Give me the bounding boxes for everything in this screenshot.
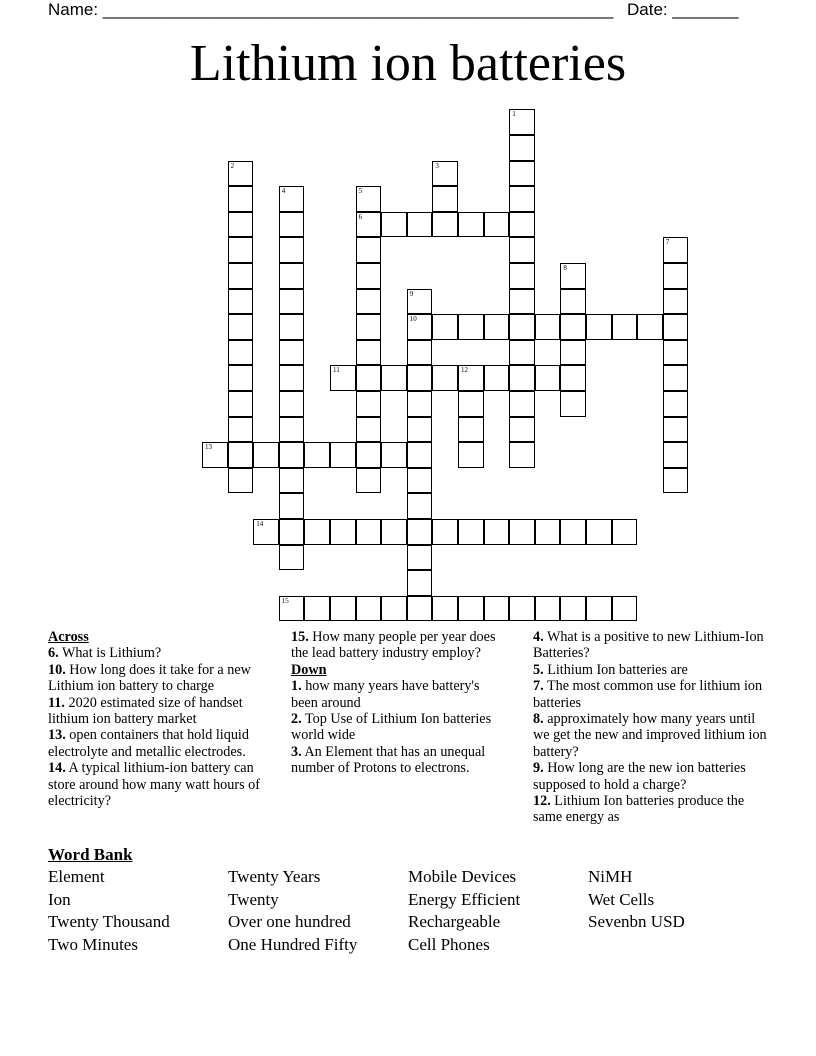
crossword-cell[interactable] [407, 417, 433, 443]
crossword-cell[interactable] [484, 365, 510, 391]
word-bank-heading: Word Bank [48, 845, 133, 864]
crossword-cell[interactable] [279, 468, 305, 494]
crossword-cell[interactable] [228, 237, 254, 263]
clue-number: 11 [333, 366, 340, 375]
word-bank-item: Cell Phones [408, 934, 490, 954]
crossword-cell[interactable] [356, 289, 382, 315]
crossword-cell[interactable] [407, 519, 433, 545]
crossword-cell[interactable] [279, 314, 305, 340]
crossword-cell[interactable] [330, 596, 356, 622]
crossword-cell[interactable] [407, 340, 433, 366]
crossword-cell[interactable] [458, 519, 484, 545]
crossword-cell[interactable] [509, 237, 535, 263]
across-heading: Across [48, 629, 89, 645]
crossword-cell[interactable] [304, 596, 330, 622]
crossword-cell[interactable] [458, 391, 484, 417]
crossword-cell[interactable] [407, 314, 433, 340]
crossword-cell[interactable] [458, 596, 484, 622]
crossword-cell[interactable] [458, 417, 484, 443]
crossword-cell[interactable] [663, 391, 689, 417]
crossword-cell[interactable] [612, 596, 638, 622]
clue-number: 12 [461, 366, 468, 375]
crossword-cell[interactable] [509, 161, 535, 187]
crossword-cell[interactable] [432, 519, 458, 545]
crossword-cell[interactable] [432, 365, 458, 391]
clues-column-3 [533, 629, 768, 826]
crossword-cell[interactable] [356, 263, 382, 289]
crossword-cell[interactable] [432, 596, 458, 622]
crossword-cell[interactable] [407, 289, 433, 315]
crossword-cell[interactable] [535, 596, 561, 622]
word-bank-item: One Hundred Fifty [228, 934, 358, 954]
down-clue-3: 3. An Element that has an unequal number of Protons to electrons. [291, 743, 486, 777]
crossword-cell[interactable] [356, 442, 382, 468]
crossword-cell[interactable] [407, 570, 433, 596]
crossword-cell[interactable] [663, 417, 689, 443]
crossword-cell[interactable] [381, 519, 407, 545]
crossword-cell[interactable] [228, 161, 254, 187]
crossword-cell[interactable] [407, 442, 433, 468]
crossword-cell[interactable] [279, 365, 305, 391]
date-field[interactable]: Date: _______ [627, 0, 739, 19]
crossword-cell[interactable] [381, 365, 407, 391]
crossword-cell[interactable] [279, 519, 305, 545]
crossword-cell[interactable] [356, 237, 382, 263]
down-clue-7: 7. The most common use for lithium ion batteries [533, 678, 763, 711]
crossword-cell[interactable] [586, 519, 612, 545]
crossword-cell[interactable] [279, 417, 305, 443]
clue-number: 10 [409, 315, 417, 324]
clue-number: 8 [563, 264, 567, 272]
crossword-cell[interactable] [509, 391, 535, 417]
word-bank-item: Energy Efficient [408, 889, 521, 909]
name-field[interactable]: Name: ______________________________________________________ [48, 0, 614, 19]
crossword-cell[interactable] [356, 596, 382, 622]
crossword-cell[interactable] [509, 263, 535, 289]
crossword-cell[interactable] [484, 519, 510, 545]
crossword-cell[interactable] [356, 365, 382, 391]
down-clue-2: 2. Top Use of Lithium Ion batteries world wide [291, 711, 492, 744]
crossword-cell[interactable] [381, 212, 407, 238]
word-bank-item: Ion [48, 889, 71, 909]
word-bank-item: Twenty Thousand [48, 912, 170, 932]
crossword-cell[interactable] [381, 596, 407, 622]
crossword-cell[interactable] [228, 442, 254, 468]
crossword-cell[interactable] [279, 186, 305, 212]
crossword-cell[interactable] [407, 545, 433, 571]
crossword-cell[interactable] [535, 314, 561, 340]
word-bank-item: Twenty [228, 889, 279, 909]
crossword-cell[interactable] [279, 442, 305, 468]
crossword-cell[interactable] [330, 365, 356, 391]
word-bank-item: NiMH [588, 867, 633, 886]
crossword-cell[interactable] [279, 596, 305, 622]
crossword-cell[interactable] [560, 289, 586, 315]
crossword-cell[interactable] [228, 391, 254, 417]
across-clue-6: 6. What is Lithium? [48, 645, 162, 662]
word-bank-item: Two Minutes [48, 934, 138, 954]
crossword-cell[interactable] [407, 212, 433, 238]
crossword-cell[interactable] [458, 212, 484, 238]
clue-number: 1 [512, 110, 516, 119]
crossword-cell[interactable] [228, 289, 254, 315]
crossword-cell[interactable] [228, 340, 254, 366]
clue-number: 3 [435, 161, 439, 170]
across-clue-14: 14. A typical lithium-ion battery can store around how many watt hours of electricity? [48, 760, 260, 810]
crossword-cell[interactable] [560, 340, 586, 366]
crossword-cell[interactable] [228, 314, 254, 340]
crossword-cell[interactable] [356, 340, 382, 366]
crossword-cell[interactable] [356, 417, 382, 443]
clue-number: 13 [205, 443, 212, 452]
page-title: Lithium ion batteries [189, 35, 627, 92]
crossword-cell[interactable] [560, 391, 586, 417]
word-bank-item: Rechargeable [408, 912, 501, 932]
crossword-cell[interactable] [279, 493, 305, 519]
crossword-cell[interactable] [407, 468, 433, 494]
crossword-cell[interactable] [484, 314, 510, 340]
clues-column-2 [291, 629, 509, 777]
crossword-cell[interactable] [381, 442, 407, 468]
crossword-cell[interactable] [407, 365, 433, 391]
down-clue-1: 1. how many years have battery's been around [291, 678, 480, 711]
crossword-cell[interactable] [509, 135, 535, 161]
crossword-cell[interactable] [509, 365, 535, 391]
crossword-cell[interactable] [304, 442, 330, 468]
crossword-cell[interactable] [228, 468, 254, 494]
crossword-cell[interactable] [228, 212, 254, 238]
crossword-cell[interactable] [432, 186, 458, 212]
down-clue-8: 8. approximately how many years until we get the new and improved lithium ion battery? [533, 711, 767, 760]
across-clue-10: 10. How long does it take for a new Lithium ion battery to charge [48, 661, 251, 695]
word-bank-item: Over one hundred [228, 912, 351, 932]
down-heading: Down [291, 661, 327, 678]
word-bank-item: Twenty Years [228, 867, 321, 886]
crossword-cell[interactable] [228, 186, 254, 212]
crossword-cell[interactable] [509, 289, 535, 315]
crossword-cell[interactable] [612, 519, 638, 545]
word-bank-item: Sevenbn USD [588, 912, 685, 932]
crossword-cell[interactable] [279, 340, 305, 366]
crossword-cell[interactable] [560, 365, 586, 391]
crossword-cell[interactable] [509, 417, 535, 443]
crossword-cell[interactable] [509, 314, 535, 340]
crossword-cell[interactable] [612, 314, 638, 340]
crossword-cell[interactable] [356, 391, 382, 417]
crossword-cell[interactable] [330, 519, 356, 545]
crossword-cell[interactable] [432, 212, 458, 238]
crossword-cell[interactable] [458, 442, 484, 468]
crossword-cell[interactable] [304, 519, 330, 545]
crossword-cell[interactable] [279, 212, 305, 238]
crossword-cell[interactable] [253, 442, 279, 468]
crossword-cell[interactable] [509, 519, 535, 545]
crossword-cell[interactable] [253, 519, 279, 545]
crossword-cell[interactable] [279, 263, 305, 289]
down-clue-5: 5. Lithium Ion batteries are [533, 661, 688, 678]
crossword-cell[interactable] [458, 314, 484, 340]
crossword-cell[interactable] [228, 417, 254, 443]
crossword-cell[interactable] [560, 263, 586, 289]
crossword-cell[interactable] [509, 109, 535, 135]
down-clue-12: 12. Lithium Ion batteries produce the same energy as [533, 793, 745, 826]
crossword-cell[interactable] [560, 596, 586, 622]
crossword-cell[interactable] [356, 314, 382, 340]
crossword-cell[interactable] [407, 391, 433, 417]
clues-column-1 [48, 629, 270, 809]
crossword-cell[interactable] [356, 468, 382, 494]
crossword-cell[interactable] [509, 596, 535, 622]
crossword-cell[interactable] [330, 442, 356, 468]
across-clue-13: 13. open containers that hold liquid electrolyte and metallic electrodes. [48, 727, 249, 760]
crossword-cell[interactable] [484, 596, 510, 622]
crossword-cell[interactable] [432, 161, 458, 187]
word-bank-item: Mobile Devices [408, 867, 517, 886]
crossword-cell[interactable] [407, 493, 433, 519]
clue-number: 15 [281, 596, 289, 605]
crossword-cell[interactable] [458, 365, 484, 391]
across-clue-15: 15. How many people per year does the lead battery industry employ? [291, 629, 496, 662]
crossword-cell[interactable] [509, 442, 535, 468]
word-bank-item: Element [48, 867, 105, 886]
word-bank-item: Wet Cells [588, 889, 655, 909]
crossword-cell[interactable] [484, 212, 510, 238]
crossword-cell[interactable] [202, 442, 228, 468]
clue-number: 2 [230, 161, 235, 170]
crossword-cell[interactable] [279, 391, 305, 417]
crossword-cell[interactable] [509, 212, 535, 238]
crossword-cell[interactable] [432, 314, 458, 340]
across-clue-11: 11. 2020 estimated size of handset lithium ion battery market [48, 694, 243, 728]
clue-number: 5 [358, 187, 363, 196]
crossword-cell[interactable] [279, 545, 305, 571]
crossword-cell[interactable] [407, 596, 433, 622]
crossword-cell[interactable] [279, 289, 305, 315]
crossword-cell[interactable] [356, 519, 382, 545]
crossword-cell[interactable] [356, 186, 382, 212]
down-clue-4: 4. What is a positive to new Lithium-Ion Batteries? [533, 629, 764, 662]
crossword-cell[interactable] [509, 340, 535, 366]
clue-number: 7 [665, 238, 670, 247]
crossword-cell[interactable] [663, 468, 689, 494]
crossword-cell[interactable] [535, 365, 561, 391]
crossword-cell[interactable] [560, 314, 586, 340]
crossword-cell[interactable] [663, 263, 689, 289]
crossword-cell[interactable] [535, 519, 561, 545]
crossword-cell[interactable] [560, 519, 586, 545]
crossword-cell[interactable] [663, 340, 689, 366]
crossword-cell[interactable] [356, 212, 382, 238]
crossword-cell[interactable] [279, 237, 305, 263]
crossword-cell[interactable] [663, 314, 689, 340]
crossword-cell[interactable] [663, 442, 689, 468]
crossword-cell[interactable] [586, 314, 612, 340]
down-clue-9: 9. How long are the new ion batteries supposed to hold a charge? [533, 760, 746, 793]
clue-number: 14 [256, 520, 264, 528]
crossword-cell[interactable] [663, 365, 689, 391]
clue-number: 9 [409, 289, 414, 298]
clue-number: 6 [358, 212, 363, 221]
clue-number: 4 [281, 187, 286, 196]
crossword-cell[interactable] [586, 596, 612, 622]
crossword-cell[interactable] [228, 365, 254, 391]
crossword-cell[interactable] [509, 186, 535, 212]
crossword-cell[interactable] [228, 263, 254, 289]
crossword-cell[interactable] [663, 289, 689, 315]
crossword-cell[interactable] [663, 237, 689, 263]
crossword-cell[interactable] [637, 314, 663, 340]
word-bank [48, 867, 768, 957]
